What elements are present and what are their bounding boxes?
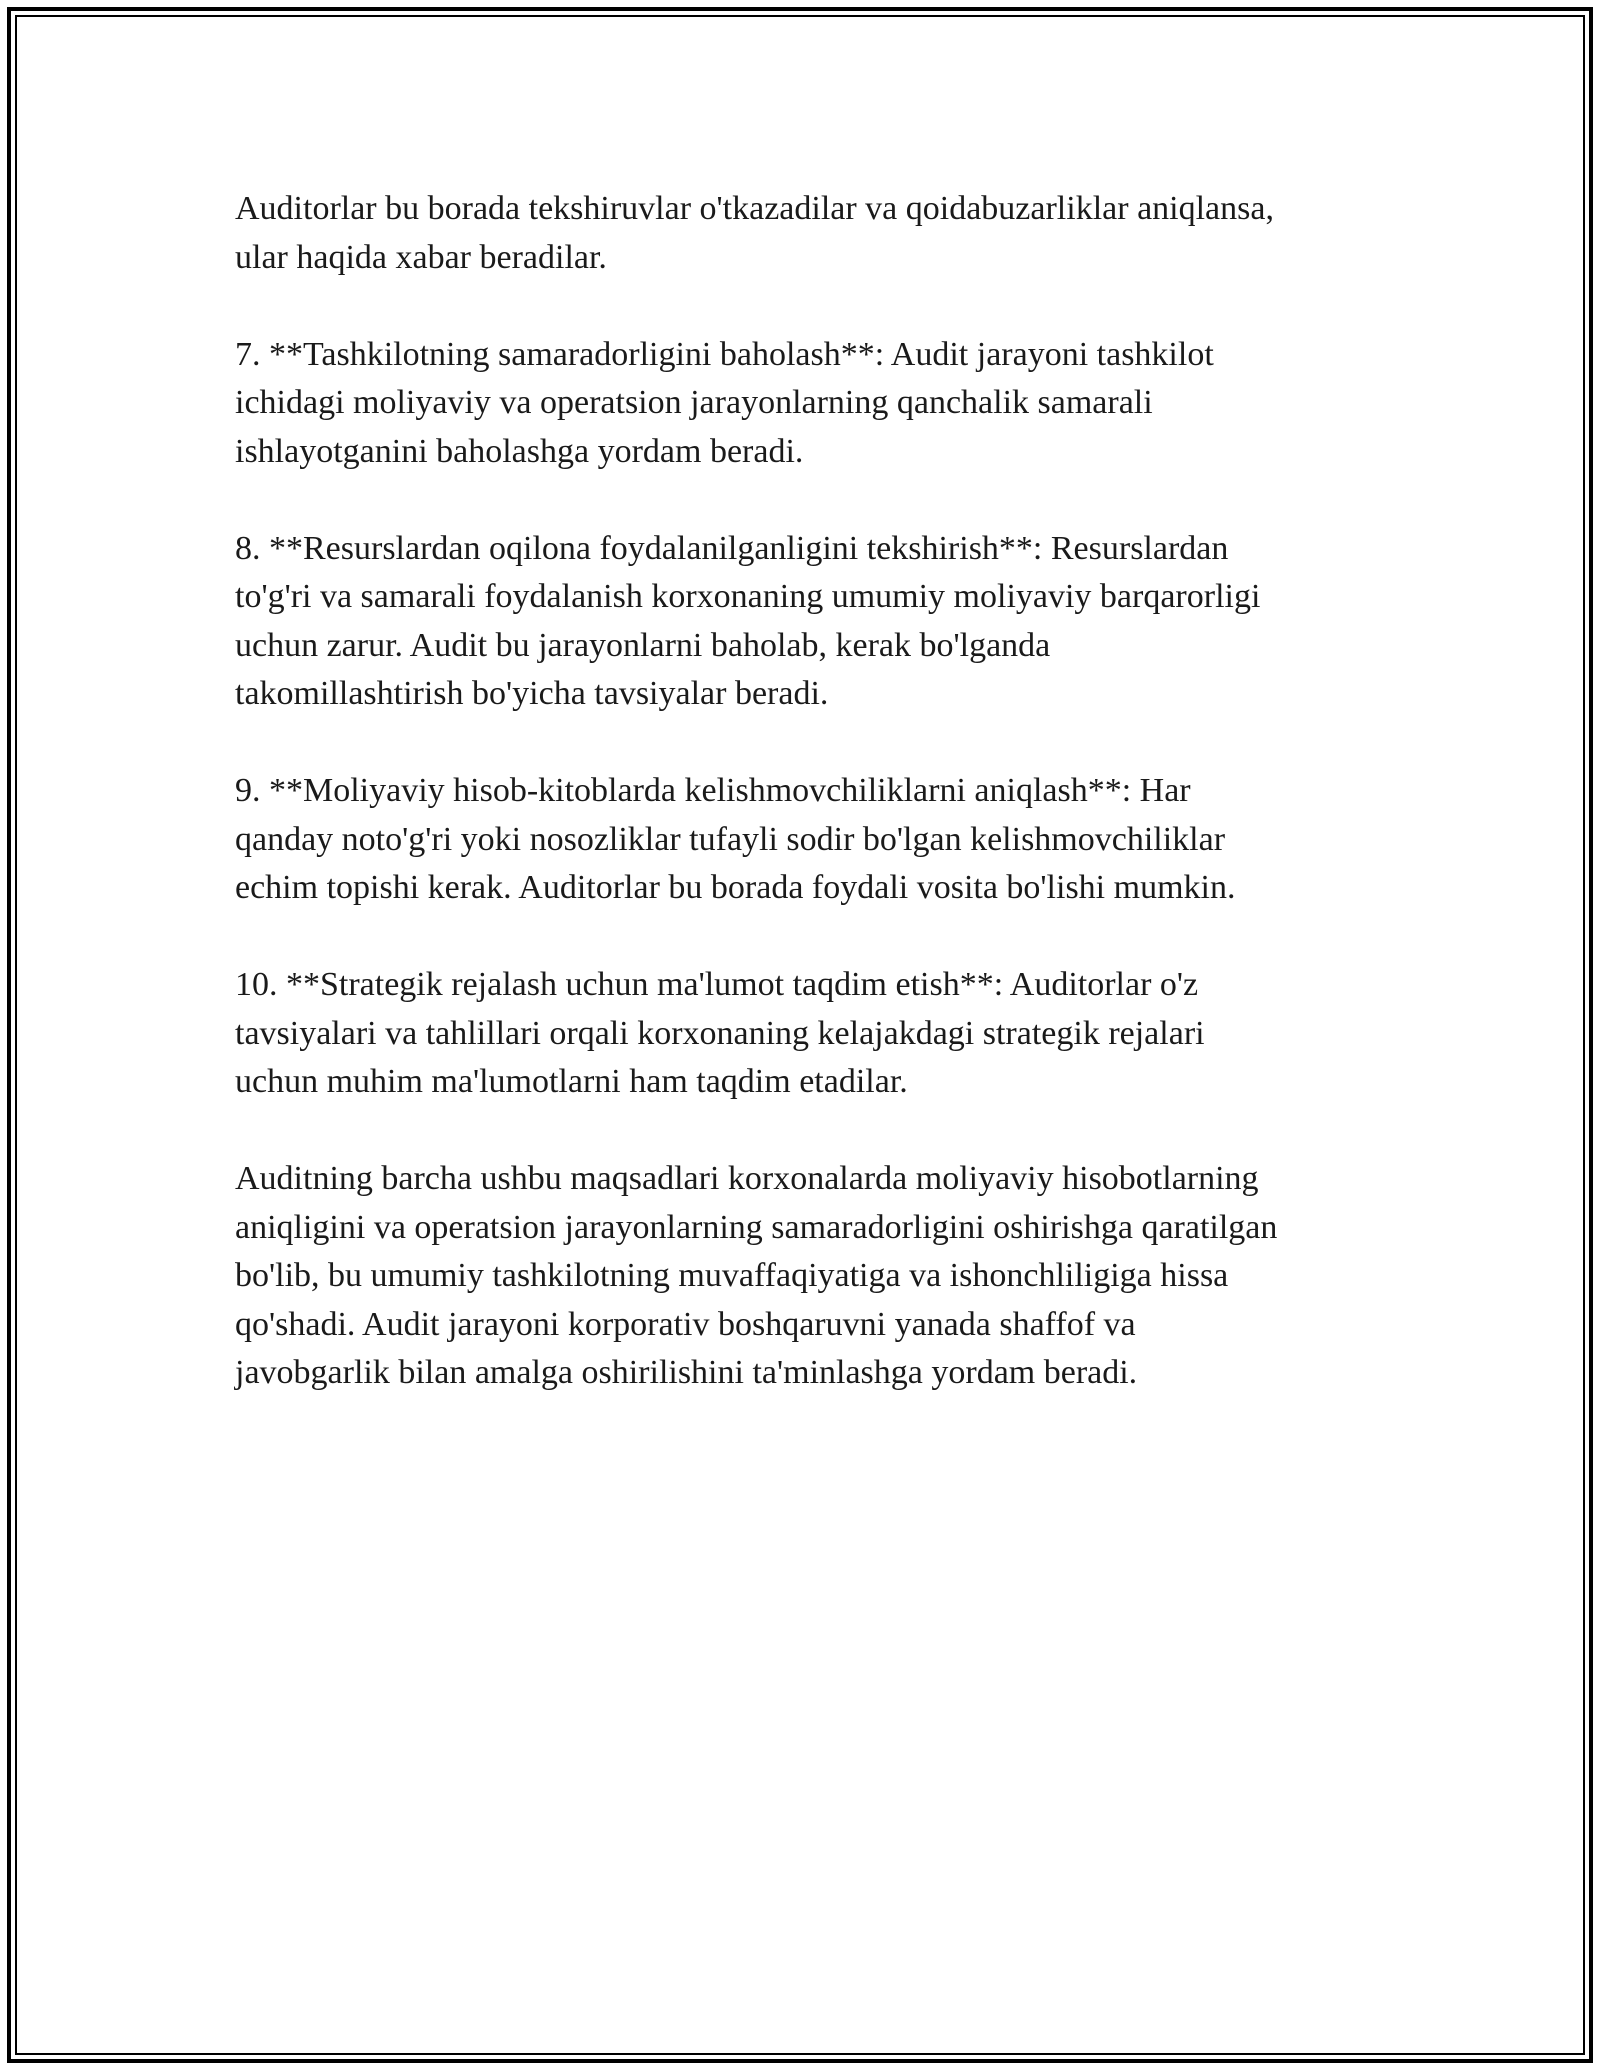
document-body <box>235 185 1365 1446</box>
text-line: Auditning barcha ushbu maqsadlari korxonalarda moliyaviy hisobotlarning <box>235 1160 1259 1197</box>
text-line: to'g'ri va samarali foydalanish korxonaning umumiy moliyaviy barqarorligi <box>235 578 1261 615</box>
paragraph-item-8 <box>235 525 1365 719</box>
text-line: Auditorlar bu borada tekshiruvlar o'tkazadilar va qoidabuzarliklar aniqlansa, <box>235 190 1274 227</box>
text-line: ishlayotganini baholashga yordam beradi. <box>235 432 804 470</box>
text-line: 8. **Resurslardan oqilona foydalanilganligini tekshirish**: Resurslardan <box>235 529 1229 567</box>
paragraph-item-9 <box>235 767 1365 913</box>
paragraph-conclusion <box>235 1155 1365 1398</box>
text-line: uchun zarur. Audit bu jarayonlarni baholab, kerak bo'lganda <box>235 626 1051 664</box>
paragraph-item-7 <box>235 331 1365 477</box>
text-line: qanday noto'g'ri yoki nosozliklar tufayli sodir bo'lgan kelishmovchiliklar <box>235 820 1226 858</box>
text-line: javobgarlik bilan amalga oshirilishini ta'minlashga yordam beradi. <box>235 1354 1138 1391</box>
text-line: uchun muhim ma'lumotlarni ham taqdim etadilar. <box>235 1063 908 1100</box>
paragraph-continuation <box>235 185 1365 282</box>
text-line: 10. **Strategik rejalash uchun ma'lumot taqdim etish**: Auditorlar o'z <box>235 966 1199 1003</box>
text-line: takomillashtirish bo'yicha tavsiyalar beradi. <box>235 675 829 712</box>
text-line: echim topishi kerak. Auditorlar bu borada foydali vosita bo'lishi mumkin. <box>235 869 1236 906</box>
text-line: ular haqida xabar beradilar. <box>235 238 607 276</box>
paragraph-item-10 <box>235 961 1365 1107</box>
text-line: bo'lib, bu umumiy tashkilotning muvaffaqiyatiga va ishonchliligiga hissa <box>235 1257 1229 1294</box>
text-line: qo'shadi. Audit jarayoni korporativ boshqaruvni yanada shaffof va <box>235 1305 1136 1343</box>
text-line: 9. **Moliyaviy hisob-kitoblarda kelishmovchiliklarni aniqlash**: Har <box>235 772 1191 809</box>
text-line: ichidagi moliyaviy va operatsion jarayonlarning qanchalik samarali <box>235 384 1153 421</box>
text-line: tavsiyalari va tahlillari orqali korxonaning kelajakdagi strategik rejalari <box>235 1014 1205 1052</box>
text-line: 7. **Tashkilotning samaradorligini baholash**: Audit jarayoni tashkilot <box>235 335 1214 373</box>
text-line: aniqligini va operatsion jarayonlarning samaradorligini oshirishga qaratilgan <box>235 1208 1278 1246</box>
